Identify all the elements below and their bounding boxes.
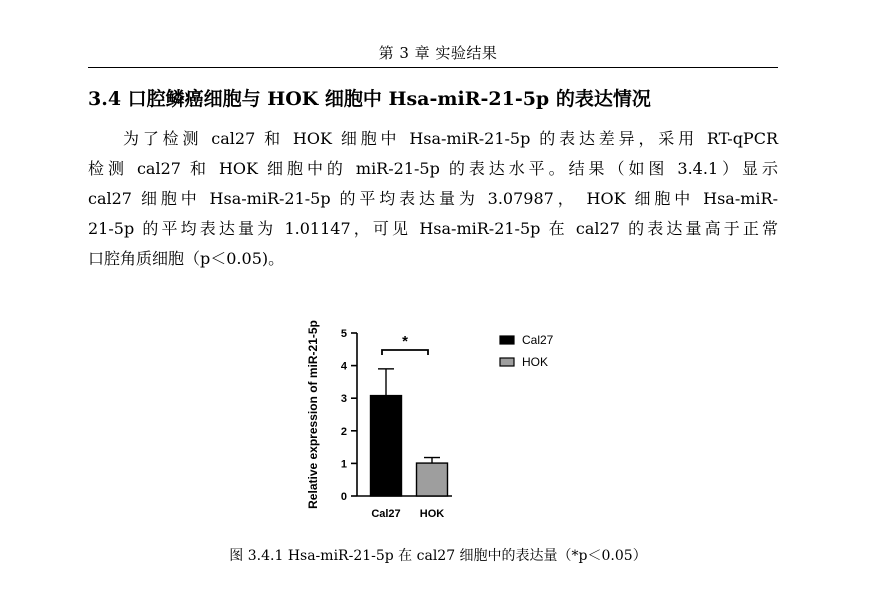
body-line: 21-5p 的平均表达量为 1.01147，可见 Hsa-miR-21-5p 在 cal27 的表达量高于正常: [88, 219, 778, 238]
significance-marker: *: [402, 333, 408, 350]
bar-cal27: [371, 396, 402, 496]
figure-caption: 图 3.4.1 Hsa-miR-21-5p 在 cal27 细胞中的表达量（*p＜0.05）: [229, 548, 647, 564]
figure-bar-chart: [295, 300, 595, 525]
y-tick-label: 4: [340, 360, 347, 373]
x-tick-label: HOK: [419, 508, 445, 520]
header-rule: [88, 67, 778, 68]
x-tick-label: Cal27: [371, 508, 401, 520]
legend-swatch-cal27: [500, 336, 514, 344]
body-line: 检测 cal27 和 HOK 细胞中的 miR-21-5p 的表达水平。结果（如图 3.4.1）显示: [88, 159, 778, 178]
legend-swatch-hok: [500, 358, 514, 366]
section-title: 3.4 口腔鳞癌细胞与 HOK 细胞中 Hsa-miR-21-5p 的表达情况: [88, 88, 651, 110]
y-tick-label: 0: [340, 491, 347, 503]
y-tick-label: 5: [340, 328, 347, 340]
significance-bracket: [382, 350, 428, 355]
body-line: 为了检测 cal27 和 HOK 细胞中 Hsa-miR-21-5p 的表达差异，采用 RT-qPCR: [123, 129, 778, 148]
bar-hok: [417, 463, 448, 496]
y-tick-label: 2: [340, 425, 347, 438]
legend-label: Cal27: [522, 333, 554, 347]
legend-label: HOK: [522, 355, 549, 369]
y-tick-label: 3: [340, 393, 347, 406]
bar-chart-svg: [295, 300, 595, 525]
y-tick-label: 1: [340, 458, 347, 471]
running-header: 第 3 章 实验结果: [378, 44, 498, 62]
body-paragraph: [88, 124, 778, 274]
y-axis-label: Relative expression of miR-21-5p: [306, 320, 320, 509]
body-line: 口腔角质细胞（p＜0.05)。: [88, 249, 285, 268]
body-line: cal27 细胞中 Hsa-miR-21-5p 的平均表达量为 3.07987， HOK 细胞中 Hsa-miR-: [88, 189, 778, 208]
